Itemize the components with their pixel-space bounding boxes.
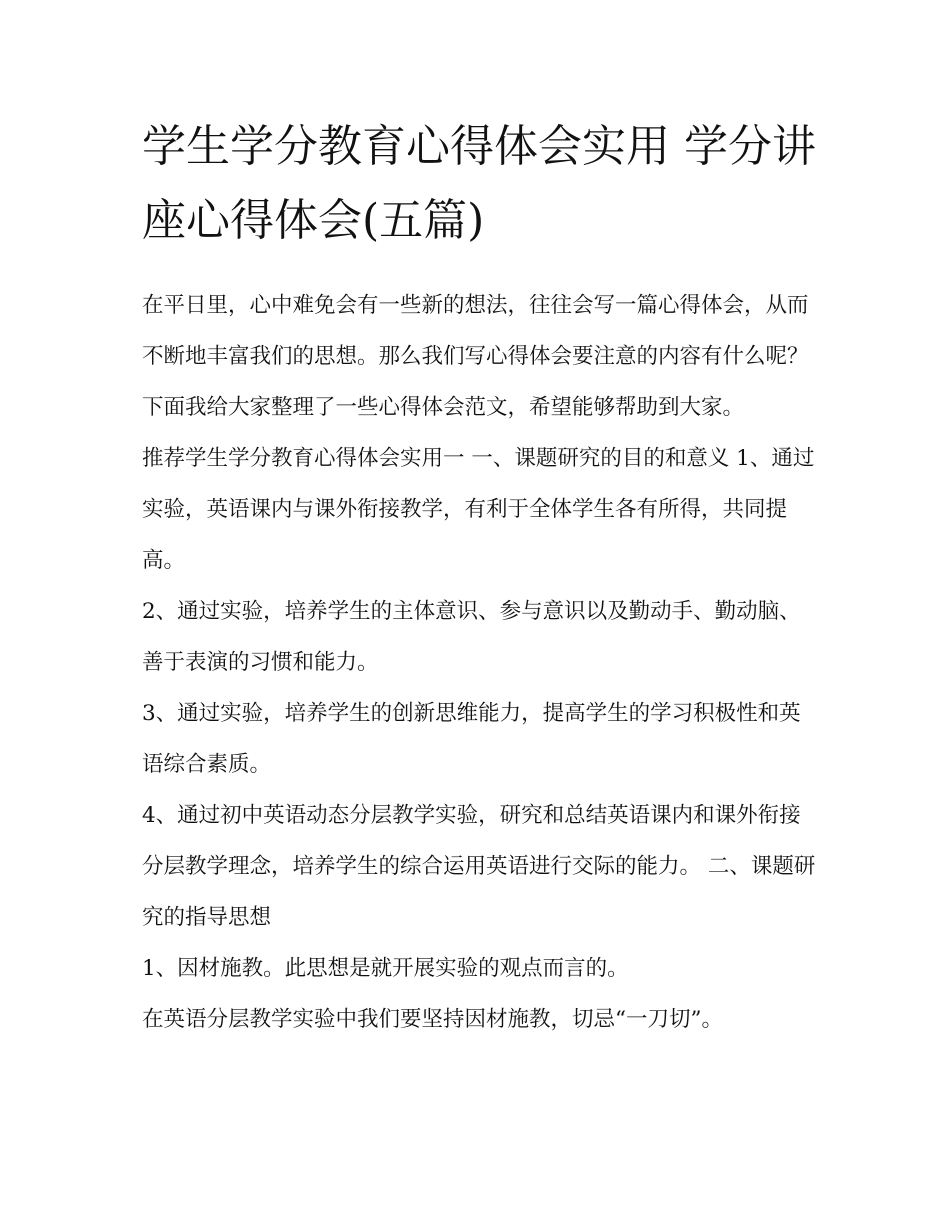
- paragraph-guideline-1: 1、因材施教。此思想是就开展实验的观点而言的。: [142, 956, 629, 981]
- paragraph-item-3: 3、通过实验，培养学生的创新思维能力，提高学生的学习积极性和英语综合素质。: [142, 701, 801, 777]
- paragraph-intro: 在平日里，心中难免会有一些新的想法，往往会写一篇心得体会，从而不断地丰富我们的思想。那么我们写心得体会要注意的内容有什么呢？下面我给大家整理了一些心得体会范文，希望能够帮助到大家。: [142, 293, 809, 420]
- paragraph-item-4: 4、通过初中英语动态分层教学实验，研究和总结英语课内和课外衔接分层教学理念，培养学生的综合运用英语进行交际的能力。 二、课题研究的指导思想: [142, 803, 816, 930]
- paragraph-guideline-detail: 在英语分层教学实验中我们要坚持因材施教，切忌“一刀切”。: [142, 1007, 723, 1032]
- paragraph-section-1: 推荐学生学分教育心得体会实用一 一、课题研究的目的和意义 1、通过实验，英语课内与课外衔接教学，有利于全体学生各有所得，共同提高。: [142, 446, 815, 573]
- document-body: [142, 280, 818, 1045]
- paragraph-item-2: 2、通过实验，培养学生的主体意识、参与意识以及勤动手、勤动脑、善于表演的习惯和能力。: [142, 599, 801, 675]
- document-title: 学生学分教育心得体会实用 学分讲座心得体会(五篇): [142, 121, 816, 246]
